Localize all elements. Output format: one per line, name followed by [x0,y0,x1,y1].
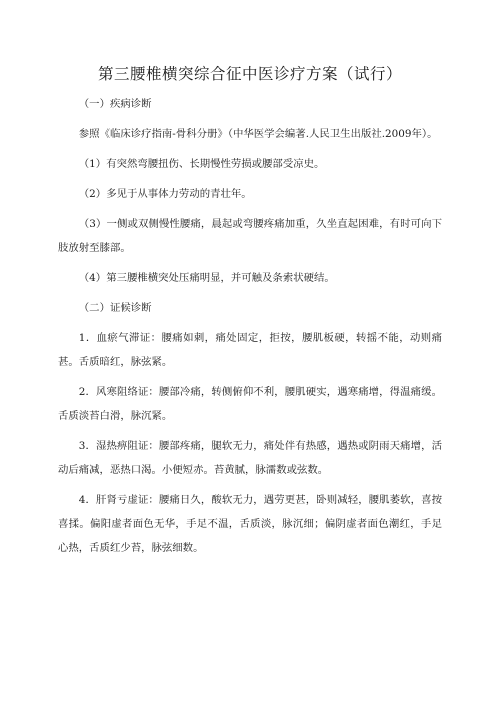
syndrome-2: 2．风寒阻络证：腰部冷痛，转侧俯仰不利，腰肌硬实，遇寒痛增，得温痛缓。舌质淡苔白滑，脉沉紧。 [58,386,442,422]
section-heading-syndrome-diagnosis: （二）证候诊断 [78,302,152,314]
section-heading-disease-diagnosis: （一）疾病诊断 [78,98,152,110]
criterion-4: （4）第三腰椎横突处压痛明显，并可触及条索状硬结。 [78,272,335,284]
document-body [58,92,442,560]
reference-paragraph: 参照《临床诊疗指南-骨科分册》（中华医学会编著.人民卫生出版社.2009年）。 [78,128,438,140]
syndrome-3: 3．湿热痹阻证：腰部疼痛，腿软无力，痛处伴有热感，遇热或阴雨天痛增，活动后痛减，恶热口渴。小便短赤。苔黄腻，脉濡数或弦数。 [58,440,442,476]
criterion-2: （2）多见于从事体力劳动的青壮年。 [78,188,252,200]
document-title: 第三腰椎横突综合征中医诊疗方案（试行） [97,65,402,83]
criterion-1: （1）有突然弯腰扭伤、长期慢性劳损或腰部受凉史。 [78,158,325,170]
syndrome-4: 4．肝肾亏虚证：腰痛日久，酸软无力，遇劳更甚，卧则减轻，腰肌萎软，喜按喜揉。偏阳虚者面色无华，手足不温，舌质淡，脉沉细；偏阴虚者面色潮红，手足心热，舌质红少苔，脉弦细数。 [58,494,442,554]
syndrome-1: 1．血瘀气滞证：腰痛如刺，痛处固定，拒按，腰肌板硬，转摇不能，动则痛甚。舌质暗红，脉弦紧。 [58,332,442,368]
criterion-3: （3）一侧或双侧慢性腰痛，晨起或弯腰疼痛加重，久坐直起困难，有时可向下肢放射至膝部。 [58,218,442,254]
